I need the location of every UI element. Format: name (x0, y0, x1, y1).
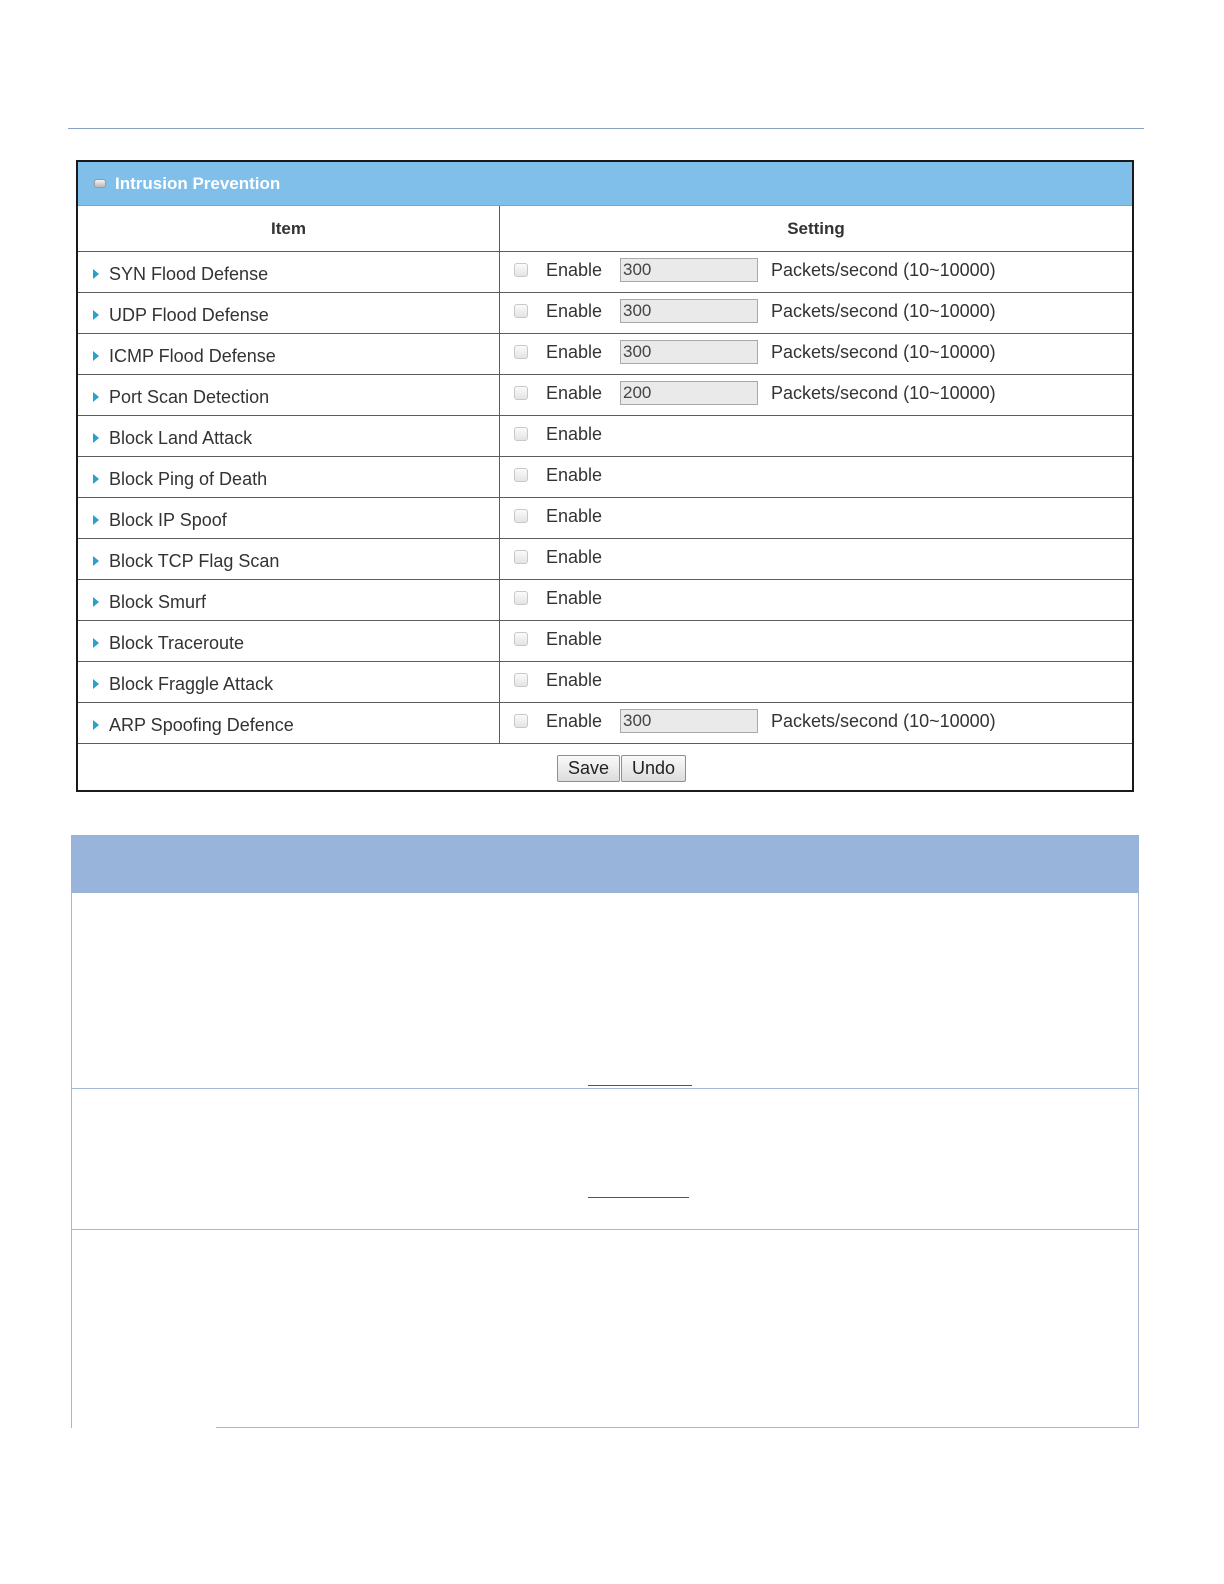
link-underline (588, 1197, 689, 1198)
item-label: Block Traceroute (109, 632, 245, 653)
item-label: UDP Flood Defense (109, 304, 269, 325)
item-cell (78, 375, 500, 416)
enable-label: Enable (546, 341, 603, 362)
expand-arrow-icon[interactable] (93, 515, 99, 525)
expand-arrow-icon[interactable] (93, 269, 99, 279)
enable-label: Enable (546, 423, 603, 444)
table-row (78, 703, 1132, 744)
expand-arrow-icon[interactable] (93, 597, 99, 607)
expand-arrow-icon[interactable] (93, 556, 99, 566)
item-label: SYN Flood Defense (109, 263, 269, 284)
enable-label: Enable (546, 259, 603, 280)
item-cell (78, 662, 500, 703)
table-row (78, 621, 1132, 662)
item-label: Port Scan Detection (109, 386, 270, 407)
link-underline (588, 1085, 692, 1086)
description-row (71, 1089, 1139, 1230)
setting-cell (500, 498, 1133, 539)
item-cell (78, 334, 500, 375)
top-divider (68, 128, 1144, 129)
expand-arrow-icon[interactable] (93, 433, 99, 443)
enable-label: Enable (546, 546, 603, 567)
enable-checkbox[interactable] (514, 673, 528, 687)
enable-label: Enable (546, 505, 603, 526)
table-row (78, 416, 1132, 457)
rate-input[interactable]: 200 (620, 381, 758, 405)
table-row (78, 580, 1132, 621)
item-label: Block IP Spoof (109, 509, 227, 530)
table-header-row (78, 206, 1132, 252)
enable-checkbox[interactable] (514, 386, 528, 400)
item-cell (78, 539, 500, 580)
setting-cell (500, 662, 1133, 703)
item-cell (78, 416, 500, 457)
item-cell (78, 580, 500, 621)
description-table (71, 835, 1139, 1428)
item-cell (78, 498, 500, 539)
setting-cell (500, 539, 1133, 580)
item-cell (78, 621, 500, 662)
table-row (78, 375, 1132, 416)
expand-arrow-icon[interactable] (93, 679, 99, 689)
panel-bullet-icon (94, 179, 106, 188)
enable-label: Enable (546, 628, 603, 649)
table-row (78, 539, 1132, 580)
item-cell (78, 293, 500, 334)
table-row (78, 293, 1132, 334)
rate-input[interactable]: 300 (620, 258, 758, 282)
enable-checkbox[interactable] (514, 591, 528, 605)
panel-title: Intrusion Prevention (115, 173, 281, 193)
column-header-item: Item (78, 206, 500, 252)
item-label: Block Smurf (109, 591, 207, 612)
enable-checkbox[interactable] (514, 263, 528, 277)
enable-label: Enable (546, 464, 603, 485)
item-cell (78, 703, 500, 744)
rate-input[interactable]: 300 (620, 709, 758, 733)
undo-button[interactable]: Undo (621, 755, 686, 782)
enable-checkbox[interactable] (514, 468, 528, 482)
setting-cell (500, 293, 1133, 334)
setting-cell (500, 703, 1133, 744)
description-bottom-border (216, 1427, 1139, 1428)
setting-cell (500, 375, 1133, 416)
enable-label: Enable (546, 587, 603, 608)
rate-input[interactable]: 300 (620, 340, 758, 364)
enable-checkbox[interactable] (514, 427, 528, 441)
intrusion-prevention-panel (76, 160, 1134, 792)
item-label: Block TCP Flag Scan (109, 550, 280, 571)
item-label: ARP Spoofing Defence (109, 714, 294, 735)
enable-label: Enable (546, 300, 603, 321)
rate-unit-label: Packets/second (10~10000) (771, 382, 996, 403)
expand-arrow-icon[interactable] (93, 638, 99, 648)
table-row (78, 334, 1132, 375)
save-button[interactable]: Save (557, 755, 620, 782)
enable-checkbox[interactable] (514, 345, 528, 359)
setting-cell (500, 416, 1133, 457)
setting-cell (500, 252, 1133, 293)
rate-unit-label: Packets/second (10~10000) (771, 341, 996, 362)
rate-unit-label: Packets/second (10~10000) (771, 710, 996, 731)
expand-arrow-icon[interactable] (93, 310, 99, 320)
item-cell (78, 252, 500, 293)
setting-cell (500, 621, 1133, 662)
enable-checkbox[interactable] (514, 304, 528, 318)
table-row (78, 252, 1132, 293)
enable-checkbox[interactable] (514, 509, 528, 523)
item-label: Block Land Attack (109, 427, 253, 448)
enable-checkbox[interactable] (514, 632, 528, 646)
enable-checkbox[interactable] (514, 550, 528, 564)
settings-table (78, 206, 1132, 744)
setting-cell (500, 457, 1133, 498)
rate-unit-label: Packets/second (10~10000) (771, 259, 996, 280)
description-row (71, 1230, 1139, 1428)
enable-checkbox[interactable] (514, 714, 528, 728)
rate-unit-label: Packets/second (10~10000) (771, 300, 996, 321)
enable-label: Enable (546, 669, 603, 690)
expand-arrow-icon[interactable] (93, 351, 99, 361)
table-row (78, 662, 1132, 703)
expand-arrow-icon[interactable] (93, 474, 99, 484)
description-row (71, 893, 1139, 1089)
enable-label: Enable (546, 710, 603, 731)
item-label: ICMP Flood Defense (109, 345, 276, 366)
table-row (78, 498, 1132, 539)
rate-input[interactable]: 300 (620, 299, 758, 323)
table-row (78, 457, 1132, 498)
button-row (78, 744, 1132, 794)
column-header-setting: Setting (500, 206, 1133, 252)
setting-cell (500, 580, 1133, 621)
panel-header (78, 162, 1132, 206)
setting-cell (500, 334, 1133, 375)
enable-label: Enable (546, 382, 603, 403)
item-label: Block Ping of Death (109, 468, 268, 489)
item-label: Block Fraggle Attack (109, 673, 274, 694)
description-table-header (71, 835, 1139, 893)
expand-arrow-icon[interactable] (93, 720, 99, 730)
expand-arrow-icon[interactable] (93, 392, 99, 402)
item-cell (78, 457, 500, 498)
